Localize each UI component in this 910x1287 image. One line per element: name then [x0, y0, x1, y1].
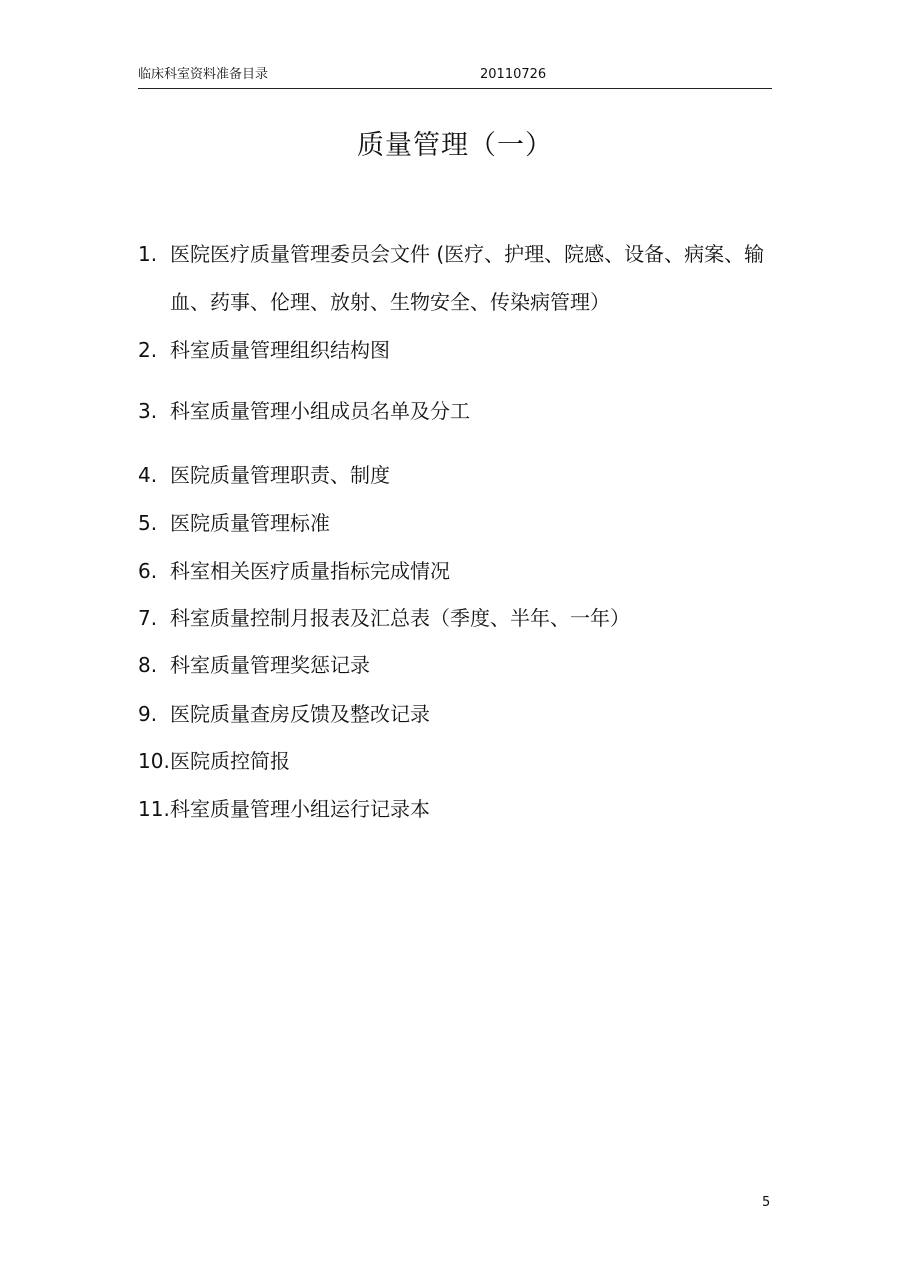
page-title: 质量管理（一）: [357, 130, 553, 161]
list-item-1: [138, 240, 778, 316]
item-number: 8.: [138, 653, 158, 677]
item-text: 科室质量管理组织结构图: [170, 338, 390, 362]
list-item-10: [138, 747, 778, 775]
item-text: 医院质量查房反馈及整改记录: [170, 702, 430, 726]
list-item-8: [138, 651, 778, 679]
list-item-9: [138, 700, 778, 728]
item-number: 2.: [138, 338, 158, 362]
header-date: 20110726: [480, 67, 547, 82]
item-text-continued: 血、药事、伦理、放射、生物安全、传染病管理）: [170, 290, 610, 314]
page-header: [138, 66, 772, 89]
list-item-11: [138, 795, 778, 823]
item-text: 科室相关医疗质量指标完成情况: [170, 559, 450, 583]
item-number: 3.: [138, 399, 158, 423]
item-number: 6.: [138, 559, 158, 583]
item-number: 4.: [138, 463, 158, 487]
item-text: 科室质量管理奖惩记录: [170, 653, 370, 677]
item-text: 医院质量管理职责、制度: [170, 463, 390, 487]
item-text: 科室质量管理小组成员名单及分工: [170, 399, 470, 423]
header-title: 临床科室资料准备目录: [138, 67, 269, 82]
item-text: 医院医疗质量管理委员会文件 (医疗、护理、院感、设备、病案、输: [170, 242, 765, 266]
item-number: 11.: [138, 797, 170, 821]
item-number: 1.: [138, 242, 158, 266]
list-item-5: [138, 509, 778, 537]
list-item-4: [138, 461, 778, 489]
item-text: 医院质量管理标准: [170, 511, 330, 535]
list-item-2: [138, 336, 778, 364]
item-number: 7.: [138, 606, 158, 630]
item-number: 5.: [138, 511, 158, 535]
list-item-3: [138, 397, 778, 425]
item-text: 医院质控简报: [170, 749, 290, 773]
item-number: 9.: [138, 702, 158, 726]
list-item-6: [138, 557, 778, 585]
item-text: 科室质量管理小组运行记录本: [170, 797, 430, 821]
item-number: 10.: [138, 749, 170, 773]
page-number: 5: [762, 1195, 771, 1210]
list-item-7: [138, 604, 778, 632]
item-text: 科室质量控制月报表及汇总表（季度、半年、一年）: [170, 606, 630, 630]
